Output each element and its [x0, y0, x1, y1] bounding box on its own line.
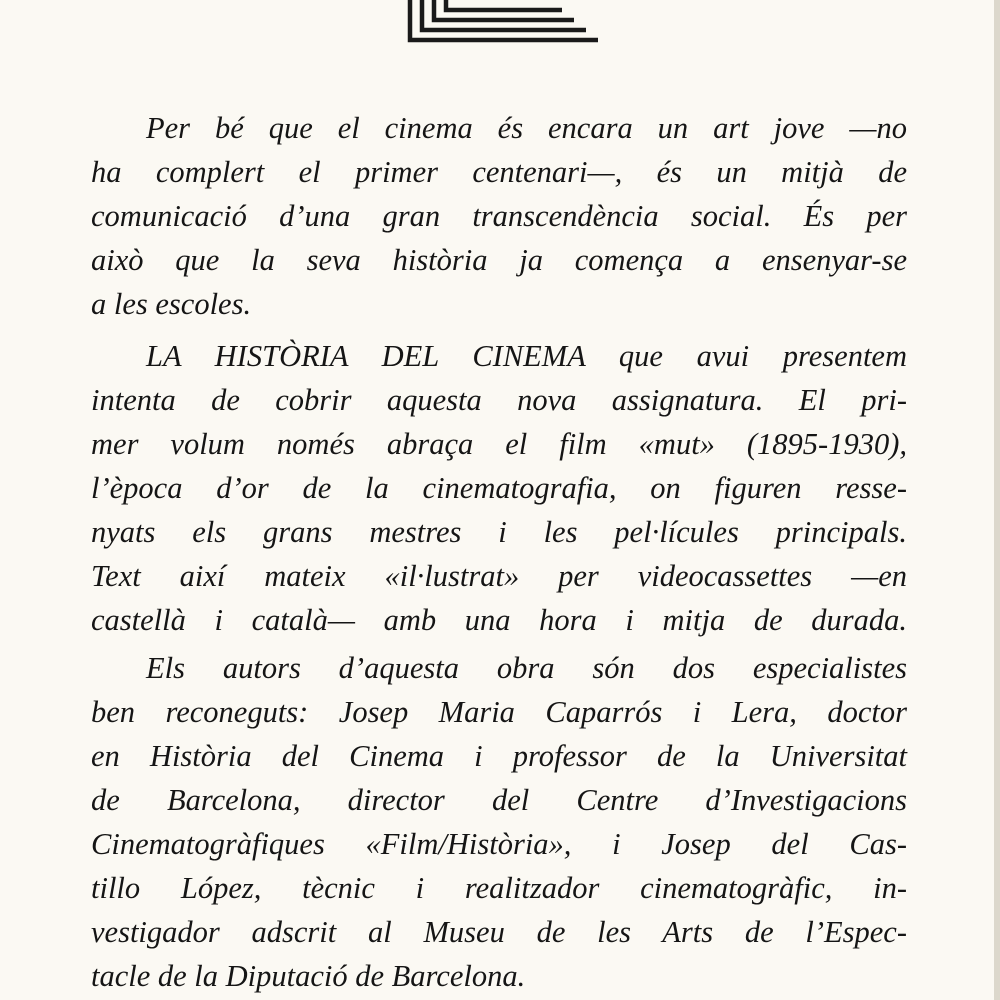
paragraph-line: ben reconeguts: Josep Maria Caparrós i Lera, doctor: [91, 695, 907, 729]
paragraph-line: Per bé que el cinema és encara un art jove —no: [146, 111, 907, 145]
paragraph-line: a les escoles.: [91, 287, 252, 321]
page-edge: [994, 0, 1000, 1000]
paragraph-line: nyats els grans mestres i les pel·lícules principals.: [91, 515, 907, 549]
paragraph-line: de Barcelona, director del Centre d’Investigacions: [91, 783, 907, 817]
paragraph-line: castellà i català— amb una hora i mitja de durada.: [91, 603, 907, 637]
paragraph-line: en Història del Cinema i professor de la Universitat: [91, 739, 907, 773]
paragraph-line: Text així mateix «il·lustrat» per videocassettes —en: [91, 559, 907, 593]
paragraph-line: LA HISTÒRIA DEL CINEMA que avui presentem: [146, 339, 907, 373]
paragraph-line: ha complert el primer centenari—, és un mitjà de: [91, 155, 907, 189]
stacked-frames-logo-icon: [404, 0, 604, 46]
paragraph-1: [91, 106, 907, 326]
paragraph-line: intenta de cobrir aquesta nova assignatura. El pri-: [91, 383, 907, 417]
paragraph-line: mer volum només abraça el film «mut» (1895-1930),: [91, 427, 907, 461]
paragraph-line: tillo López, tècnic i realitzador cinematogràfic, in-: [91, 871, 907, 905]
paragraph-3: [91, 646, 907, 998]
paragraph-line: l’època d’or de la cinematografia, on figuren resse-: [91, 471, 907, 505]
paragraph-line: Els autors d’aquesta obra són dos especialistes: [146, 651, 907, 685]
paragraph-line: Cinematogràfiques «Film/Història», i Josep del Cas-: [91, 827, 907, 861]
paragraph-line: comunicació d’una gran transcendència social. És per: [91, 199, 907, 233]
paragraph-2: [91, 334, 907, 642]
paragraph-line: tacle de la Diputació de Barcelona.: [91, 959, 526, 993]
paragraph-line: vestigador adscrit al Museu de les Arts de l’Espec-: [91, 915, 907, 949]
paragraph-line: això que la seva història ja comença a ensenyar-se: [91, 243, 907, 277]
